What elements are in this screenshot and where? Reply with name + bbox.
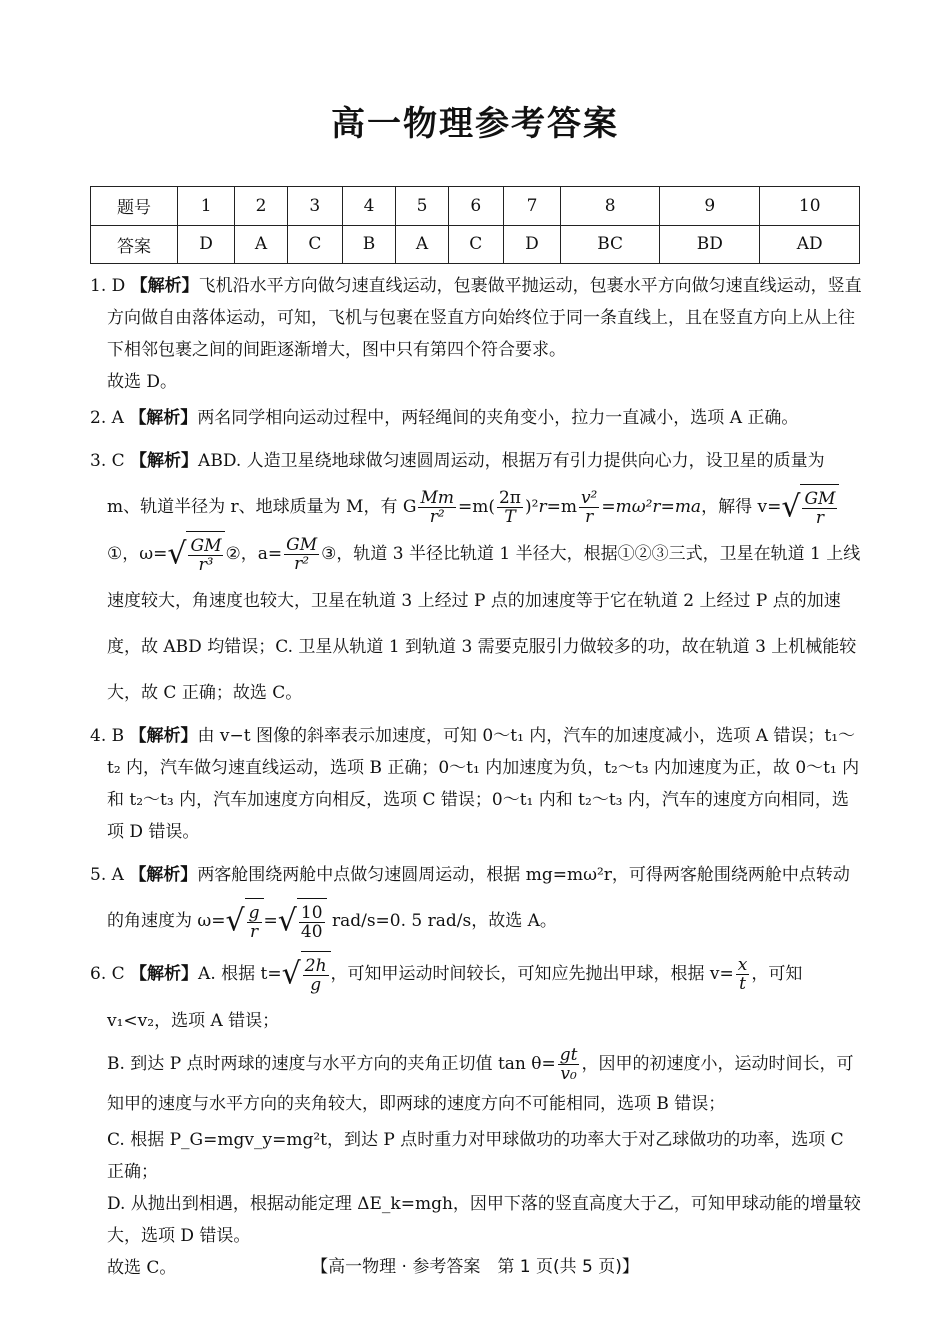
formula: √ $\frac{10}{40}$ — [278, 898, 327, 945]
solution-1 — [90, 270, 862, 366]
table-cell: C — [448, 225, 503, 264]
analysis-tag: 【解析】 — [129, 865, 198, 885]
solution-text: ，轨道 3 半径比轨道 1 半径大，根据①②③三式，卫星在轨道 1 上线速度较大，角速度也较大，卫星在轨道 3 上经过 P 点的加速度等于它在轨道 2 上经过 P 点的加速度，故 ABD 均错误；C. 卫星从轨道 1 到轨道 3 需要克服引力做较多的功，故在轨道 3 上机械能较大，故 C 正确；故选 C。 — [107, 544, 861, 703]
formula: $\frac{2\pi}{T}$ — [498, 488, 521, 527]
solution-text: ，因甲的初速度小，运动时间长，可知甲的速度与水平方向的夹角较大，即两球的速度方向不可能相同，选项 B 错误； — [107, 1054, 854, 1114]
solution-3: 3. C 【解析】ABD. 人造卫星绕地球做匀速圆周运动，根据万有引力提供向心力，设卫星的质量为 m、轨道半径为 r、地球质量为 M，有 G $\frac{Mm}{\text{r²}}$ =m( $\frac{2\pi}{T}$ )²r=m $\frac{\text{v²}}{r}$ =mω²r=ma，解得 v=√ $\frac{GM}{r}$ ①，ω=√ $\frac{GM}{\text{r³}}$ ②，a= $\frac{GM}{\text{r²}}$ ③，轨道 3 半径比轨道 1 半径大，根据①②③三式，卫星在轨道 1 上线速度较大，角速度也较大，卫星在轨道 3 上经过 P 点的加速度等于它在轨道 2 上经过 P 点的加速度，故 ABD 均错误；C. 卫星从轨道 1 到轨道 3 需要克服引力做较多的功，故在轨道 3 上机械能较大，故 C 正确；故选 C。 — [90, 451, 861, 703]
question-number: 6. C — [90, 964, 125, 984]
solution-text: ABD. 人造卫星绕地球做匀速圆周运动，根据万有引力提供向心力，设卫星的质量为 m、轨道半径为 r、地球质量为 M，有 G — [107, 451, 825, 517]
analysis-tag: 【解析】 — [130, 451, 199, 471]
table-cell: BD — [660, 225, 760, 264]
analysis-tag: 【解析】 — [130, 276, 199, 296]
analysis-tag: 【解析】 — [129, 408, 198, 428]
table-row-answers — [91, 225, 860, 264]
solution-text: A. 根据 t= — [198, 964, 282, 984]
table-cell: D — [178, 225, 235, 264]
conclusion: 故选 C。 — [107, 1258, 177, 1278]
question-number: 4. B — [90, 726, 125, 746]
option-c: C. 根据 P_G=mgv_y=mg²t，到达 P 点时重力对甲球做功的功率大于对乙球做功的功率，选项 C 正确； — [107, 1130, 844, 1182]
table-cell: 7 — [503, 187, 560, 226]
solution-text: ，解得 v= — [701, 497, 782, 517]
table-cell: 6 — [448, 187, 503, 226]
solution-text: 两客舱围绕两舱中点做匀速圆周运动，根据 mg=mω²r，可得两客舱围绕两舱中点转动的角速度为 ω= — [107, 865, 850, 931]
table-cell: 5 — [396, 187, 449, 226]
table-cell: 9 — [660, 187, 760, 226]
table-cell: B — [342, 225, 395, 264]
formula: $\frac{GM}{\text{r²}}$ — [286, 535, 318, 574]
formula: $\frac{x}{t}$ — [737, 955, 748, 994]
formula: $\frac{\text{v²}}{r}$ — [580, 488, 598, 527]
analysis-tag: 【解析】 — [129, 726, 198, 746]
question-number: 5. A — [90, 865, 124, 885]
row-label: 答案 — [91, 225, 178, 264]
option-d: D. 从抛出到相遇，根据动能定理 ΔE_k=mgh，因甲下落的竖直高度大于乙，可知甲球动能的增量较大，选项 D 错误。 — [107, 1194, 861, 1246]
solution-text: 飞机沿水平方向做匀速直线运动，包裹做平抛运动，包裹水平方向做匀速直线运动，竖直方向做自由落体运动，可知，飞机与包裹在竖直方向始终位于同一条直线上，且在竖直方向上从上往下相邻包裹之间的间距逐渐增大，图中只有第四个符合要求。 — [107, 276, 862, 360]
formula: √ $\frac{2h}{g}$ — [282, 951, 331, 998]
solution-6 — [90, 951, 862, 1044]
table-cell: 10 — [760, 187, 860, 226]
solution-5: 5. A 【解析】两客舱围绕两舱中点做匀速圆周运动，根据 mg=mω²r，可得两客舱围绕两舱中点转动的角速度为 ω=√ $\frac{g}{r}$ =√ $\frac{10}{40}$ rad/s=0. 5 rad/s，故选 A。 — [90, 852, 862, 945]
question-number: 3. C — [90, 451, 125, 471]
solution-2 — [90, 402, 862, 434]
solution-text: B. 到达 P 点时两球的速度与水平方向的夹角正切值 tan θ= — [107, 1054, 556, 1074]
question-number: 2. A — [90, 408, 124, 428]
solution-text: rad/s=0. 5 rad/s，故选 A。 — [326, 911, 557, 931]
solution-text: ，可知 v₁<v₂，选项 A 错误； — [107, 964, 803, 1031]
page-title: 高一物理参考答案 — [331, 104, 619, 144]
solution-4 — [90, 720, 862, 848]
formula: √ $\frac{g}{r}$ — [226, 898, 264, 945]
answer-table — [90, 186, 860, 264]
conclusion: 故选 D。 — [107, 372, 178, 392]
formula: $\frac{gt}{\text{v₀}}$ — [559, 1045, 578, 1084]
formula: $\frac{Mm}{\text{r²}}$ — [420, 488, 454, 527]
solution-text: 两名同学相向运动过程中，两轻绳间的夹角变小，拉力一直减小，选项 A 正确。 — [197, 408, 799, 428]
formula: √ $\frac{GM}{r}$ — [781, 484, 839, 531]
table-cell: BC — [561, 225, 660, 264]
table-cell: 2 — [235, 187, 288, 226]
table-row-numbers — [91, 187, 860, 226]
table-cell: AD — [760, 225, 860, 264]
table-cell: A — [235, 225, 288, 264]
table-cell: 3 — [287, 187, 342, 226]
solution-text: 由 v−t 图像的斜率表示加速度，可知 0～t₁ 内，汽车的加速度减小，选项 A 错误；t₁～t₂ 内，汽车做匀速直线运动，选项 B 正确；0～t₁ 内加速度为负，t₂～t₃ 内加速度为正，故 0～t₁ 内和 t₂～t₃ 内，汽车加速度方向相反，选项 C 错误；0～t₁ 内和 t₂～t₃ 内，汽车的速度方向相同，选项 D 错误。 — [107, 726, 860, 842]
option-b — [90, 1044, 862, 1124]
table-cell: D — [503, 225, 560, 264]
formula: √ $\frac{GM}{\text{r³}}$ — [167, 531, 225, 578]
solutions — [90, 270, 862, 1284]
page-footer: 【高一物理 · 参考答案 第 1 页(共 5 页)】 — [311, 1257, 639, 1277]
analysis-tag: 【解析】 — [130, 964, 199, 984]
table-cell: 4 — [342, 187, 395, 226]
row-label: 题号 — [91, 187, 178, 226]
table-cell: A — [396, 225, 449, 264]
question-number: 1. D — [90, 276, 126, 296]
table-cell: 1 — [178, 187, 235, 226]
table-cell: C — [287, 225, 342, 264]
table-cell: 8 — [561, 187, 660, 226]
solution-text: ，可知甲运动时间较长，可知应先抛出甲球，根据 v= — [330, 964, 734, 984]
